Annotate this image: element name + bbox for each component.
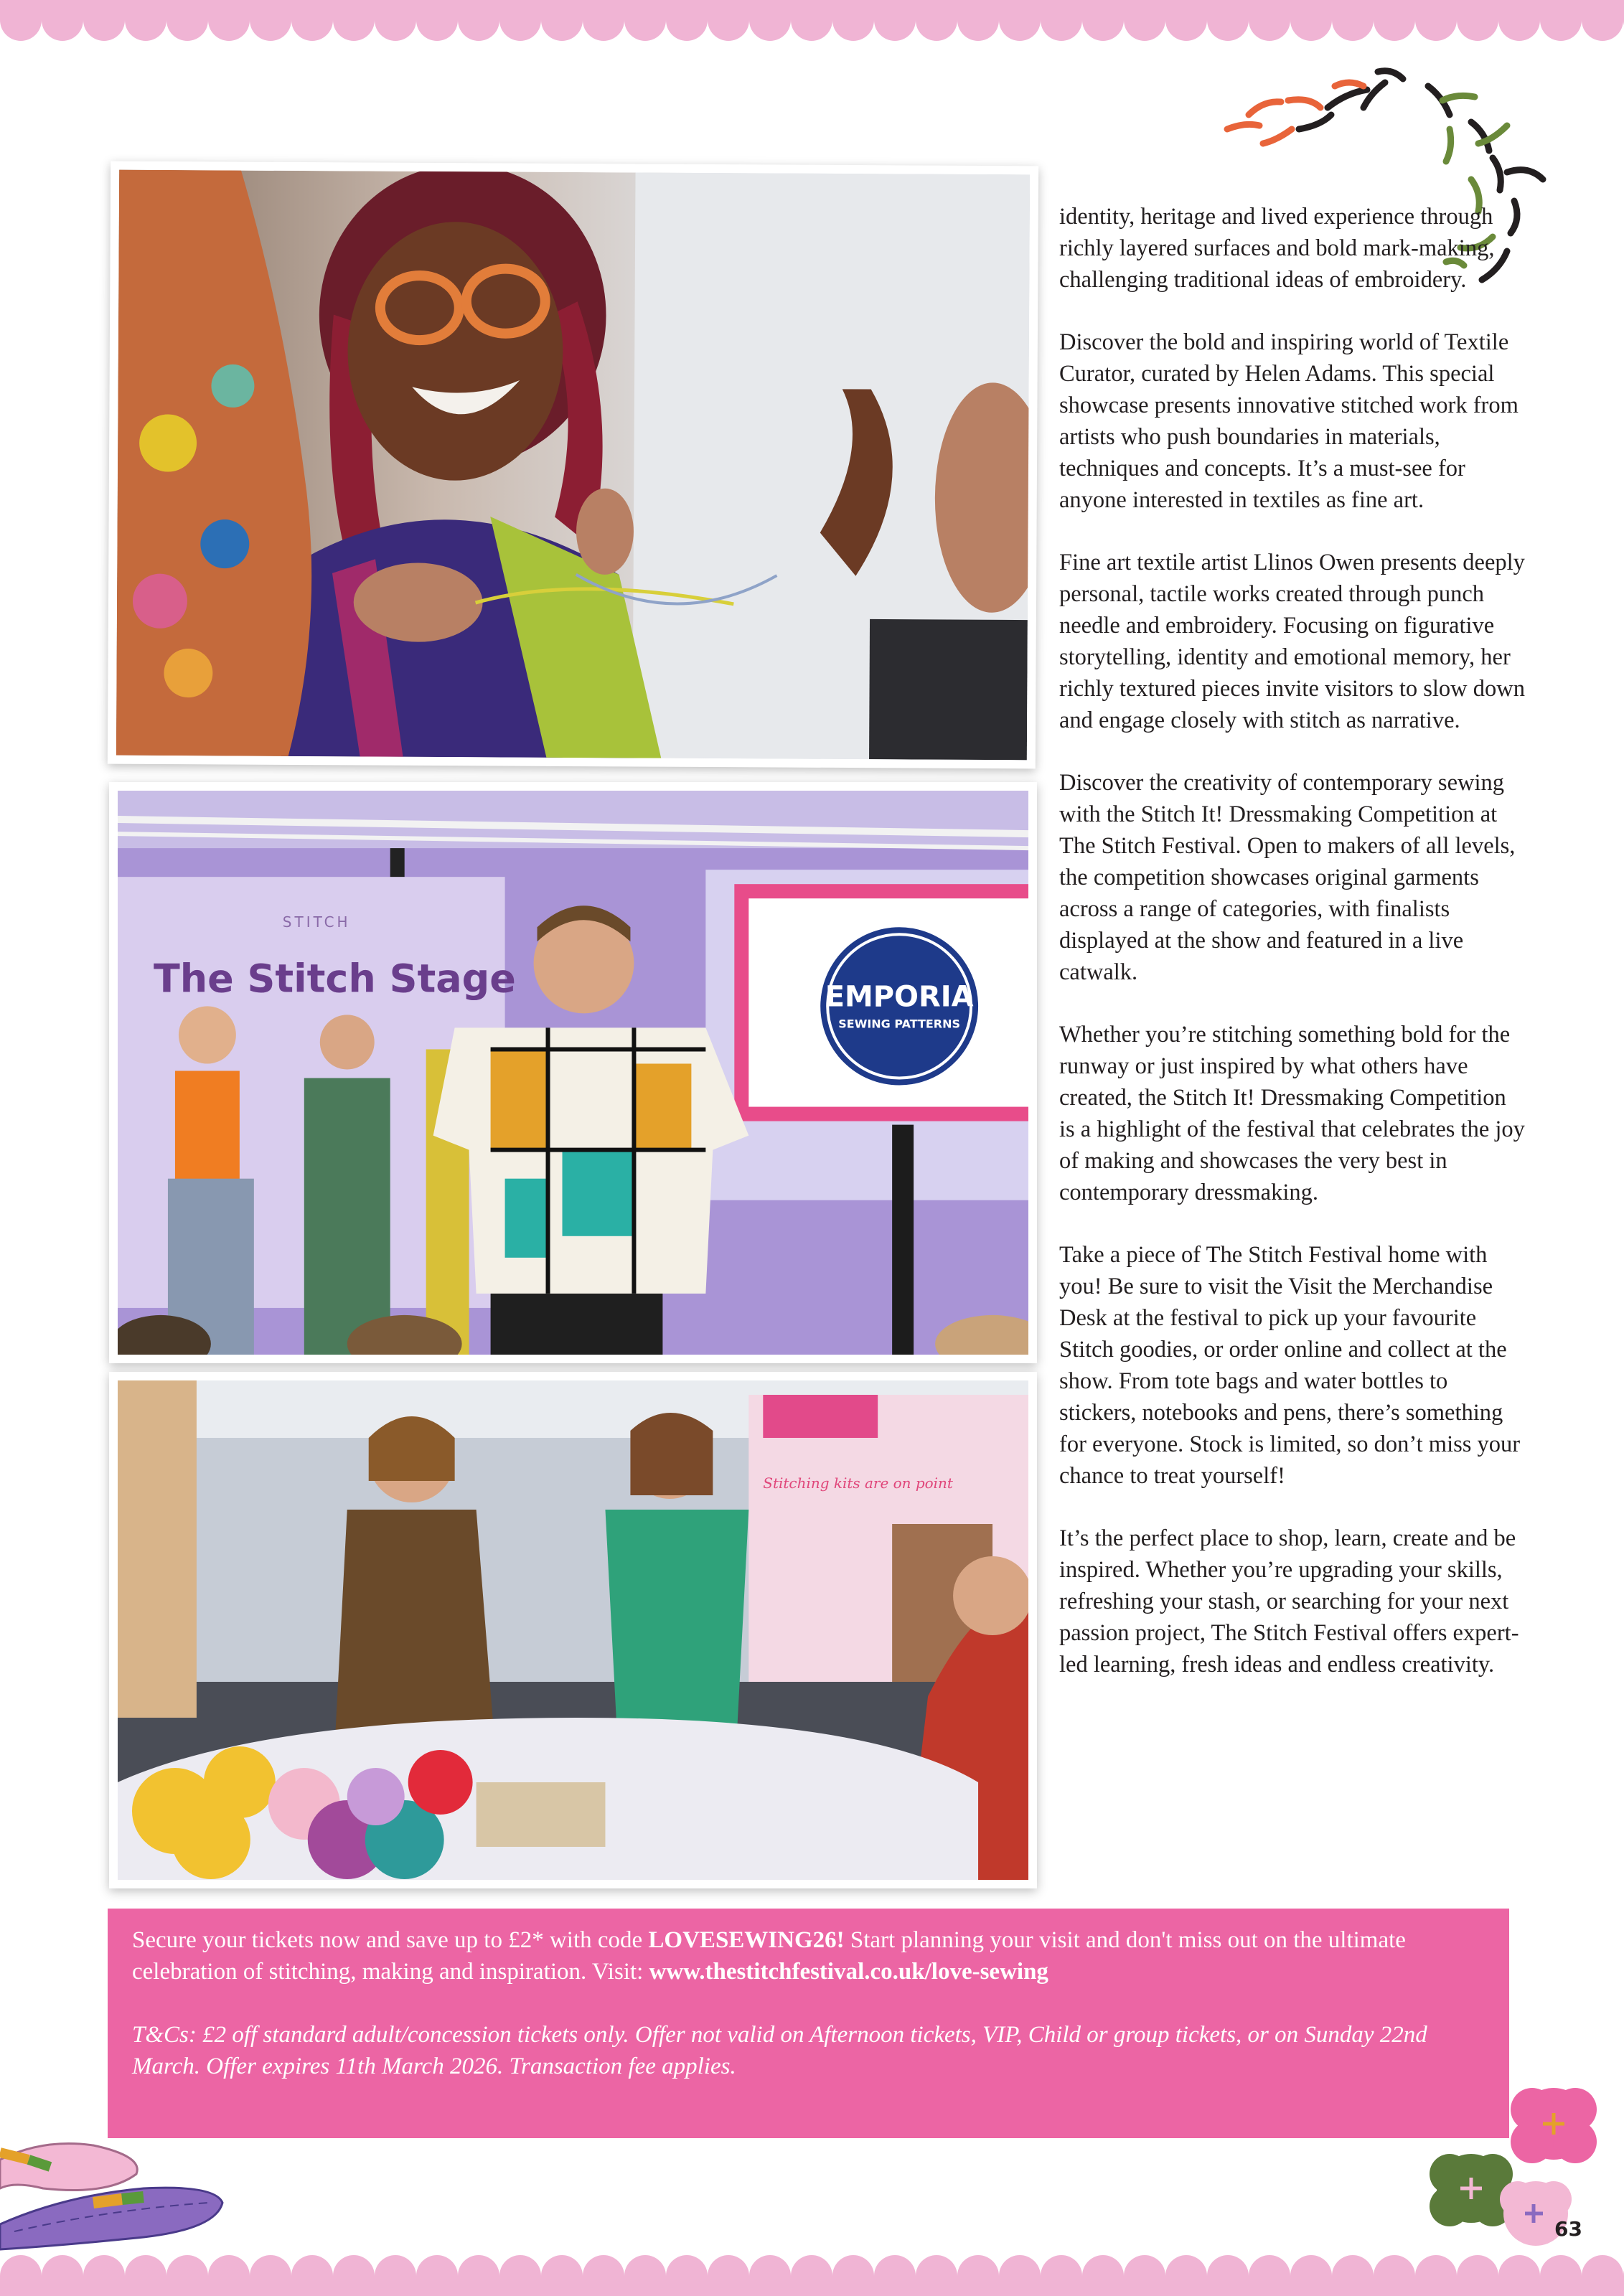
bottom-scalloped-border — [0, 2246, 1624, 2296]
article-paragraph: Fine art textile artist Llinos Owen presents deeply personal, tactile works created through punch needle and embroidery. Focusing on figurative storytelling, identity and emotional memory, her richly textured pieces invite visitors to slow down and engage closely with stitch as narrative. — [1059, 550, 1525, 733]
embroidery-thread-skeins — [0, 2131, 237, 2253]
stage-sign-small: STITCH — [282, 913, 351, 931]
promo-code: LOVESEWING26! — [648, 1927, 845, 1953]
stall-sign: Stitching kits are on point — [763, 1474, 953, 1492]
article-paragraph: It’s the perfect place to shop, learn, create and be inspired. Whether you’re upgrading your skills, refreshing your stash, or searching for your next passion project, The Stitch Festival offers expert-led learning, fresh ideas and endless creativity. — [1059, 1525, 1519, 1678]
article-paragraph: identity, heritage and lived experience through richly layered surfaces and bold mark-making, challenging traditional ideas of embroidery. — [1059, 204, 1495, 293]
article-body — [1059, 201, 1526, 1711]
ticket-promo-box — [108, 1909, 1509, 2138]
promo-middle: Start planning your visit and don't miss out on the ultimate celebration of stitching, making and inspiration. Visit: — [132, 1927, 1406, 1985]
photo-laughing-knitter — [108, 161, 1038, 769]
photo-stitch-stage-catwalk — [109, 782, 1037, 1363]
promo-terms: T&Cs: £2 off standard adult/concession tickets only. Offer not valid on Afternoon tickets, VIP, Child or group tickets, or on Sunday 22nd March. Offer expires 11th March 2026. Transaction fee applies. — [132, 2022, 1427, 2079]
promo-lead: Secure your tickets now and save up to £2* with code — [132, 1927, 649, 1953]
promo-text — [132, 1924, 1485, 1987]
article-paragraph: Discover the creativity of contemporary sewing with the Stitch It! Dressmaking Competition at The Stitch Festival. Open to makers of all levels, the competition showcases original garments across a range of categories, with finalists displayed at the show and featured in a live catwalk. — [1059, 770, 1516, 985]
photo-yarn-workshop — [109, 1372, 1037, 1888]
promo-url-link[interactable]: www.thestitchfestival.co.uk/love-sewing — [649, 1959, 1048, 1985]
article-paragraph: Discover the bold and inspiring world of Textile Curator, curated by Helen Adams. This special showcase presents innovative stitched work from artists who push boundaries in materials, techniques and concepts. It’s a must-see for anyone interested in textiles as fine art. — [1059, 329, 1519, 513]
stage-sign: The Stitch Stage — [153, 956, 516, 1002]
screen-logo-line2: SEWING PATTERNS — [838, 1017, 961, 1031]
top-scalloped-border — [0, 0, 1624, 50]
screen-logo-line1: EMPORIA — [825, 980, 974, 1014]
page-number: 63 — [1554, 2217, 1582, 2241]
article-paragraph: Take a piece of The Stitch Festival home with you! Be sure to visit the Visit the Merchandise Desk at the festival to pick up your favourite Stitch goodies, or order online and collect at the show. From tote bags and water bottles to stickers, notebooks and pens, there’s something for everyone. Stock is limited, so don’t miss your chance to treat yourself! — [1059, 1242, 1521, 1489]
article-paragraph: Whether you’re stitching something bold for the runway or just inspired by what others have created, the Stitch It! Dressmaking Competition is a highlight of the festival that celebrates the joy of making and showcases the very best in contemporary dressmaking. — [1059, 1022, 1525, 1205]
